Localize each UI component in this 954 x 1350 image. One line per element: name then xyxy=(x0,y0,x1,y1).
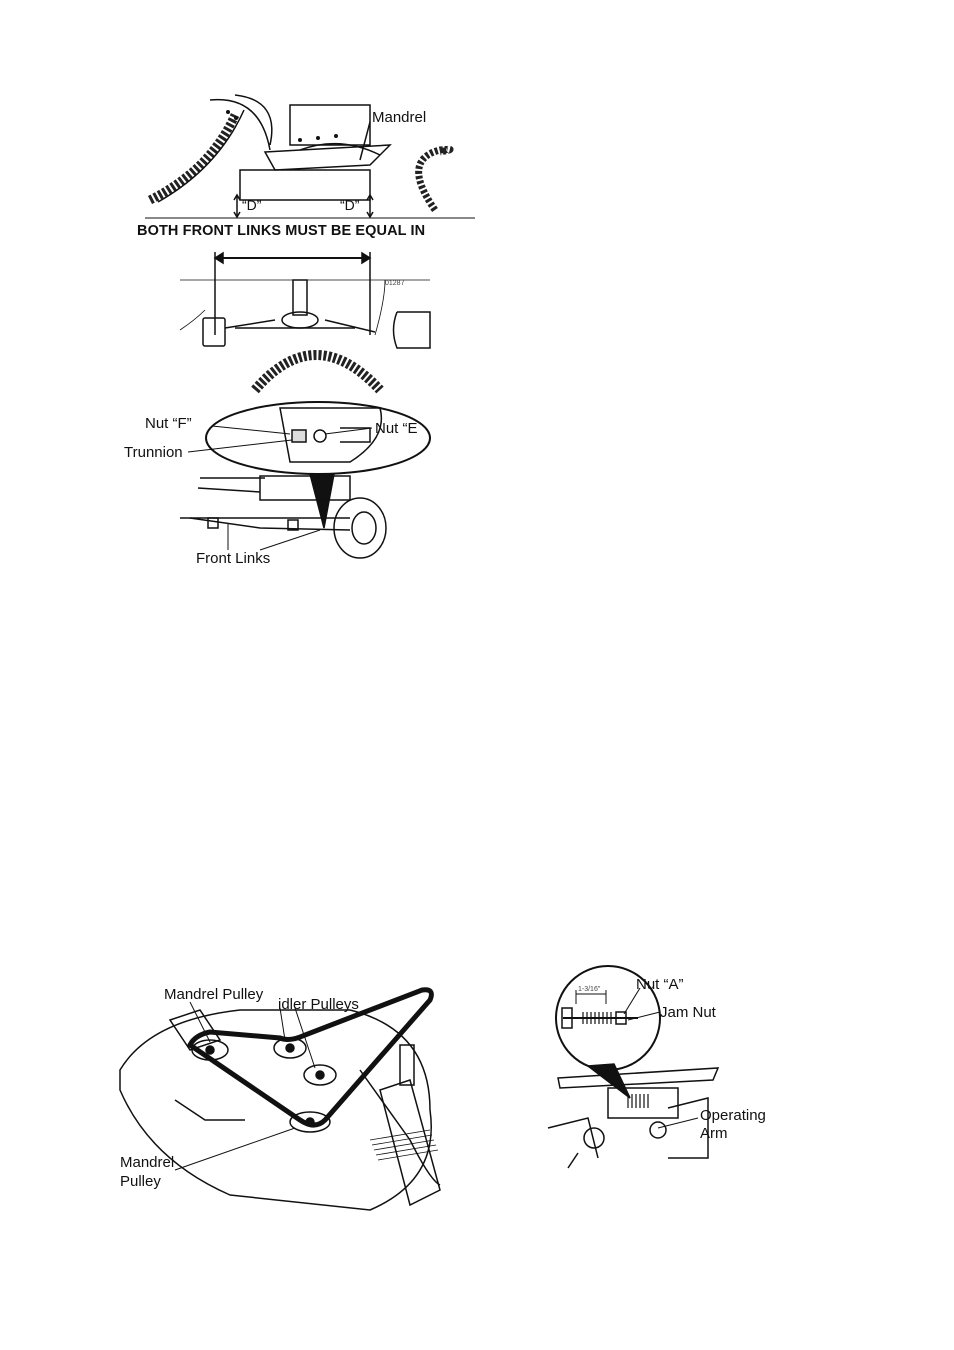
trunnion-adjustment-figure xyxy=(120,400,430,570)
operating-arm-figure xyxy=(548,968,778,1168)
d-right-label: “D” xyxy=(340,197,360,213)
mandrel-label: Mandrel xyxy=(372,109,427,126)
pulley-belt-drawing xyxy=(110,980,450,1220)
deck-height-drawing xyxy=(140,90,480,225)
operating-arm-label-line1: Operating xyxy=(700,1107,766,1124)
d-left-label: “D” xyxy=(242,197,262,213)
front-links-drawing xyxy=(175,240,435,395)
pulley-belt-figure xyxy=(110,980,450,1220)
mandrel-pulley-top-label: Mandrel Pulley xyxy=(164,986,264,1003)
mandrel-pulley-bottom-label-line1: Mandrel xyxy=(120,1154,175,1171)
trunnion-label: Trunnion xyxy=(124,444,183,461)
part-code-label: 01287 xyxy=(385,280,405,287)
deck-height-figure xyxy=(140,90,480,225)
dimension-label: 1-3/16" xyxy=(578,986,601,993)
front-links-label: Front Links xyxy=(196,550,271,567)
nut-a-label: Nut “A” xyxy=(636,976,684,993)
front-links-heading: BOTH FRONT LINKS MUST BE EQUAL IN xyxy=(137,223,426,239)
nut-e-label: Nut “E xyxy=(375,420,418,437)
operating-arm-label-line2: Arm xyxy=(700,1125,728,1142)
nut-f-label: Nut “F” xyxy=(145,415,192,432)
operating-arm-drawing xyxy=(548,968,778,1168)
jam-nut-label: Jam Nut xyxy=(660,1004,716,1021)
mandrel-pulley-bottom-label-line2: Pulley xyxy=(120,1173,161,1190)
idler-pulleys-label: idler Pulleys xyxy=(278,996,359,1013)
front-links-measurement-figure xyxy=(175,240,435,395)
